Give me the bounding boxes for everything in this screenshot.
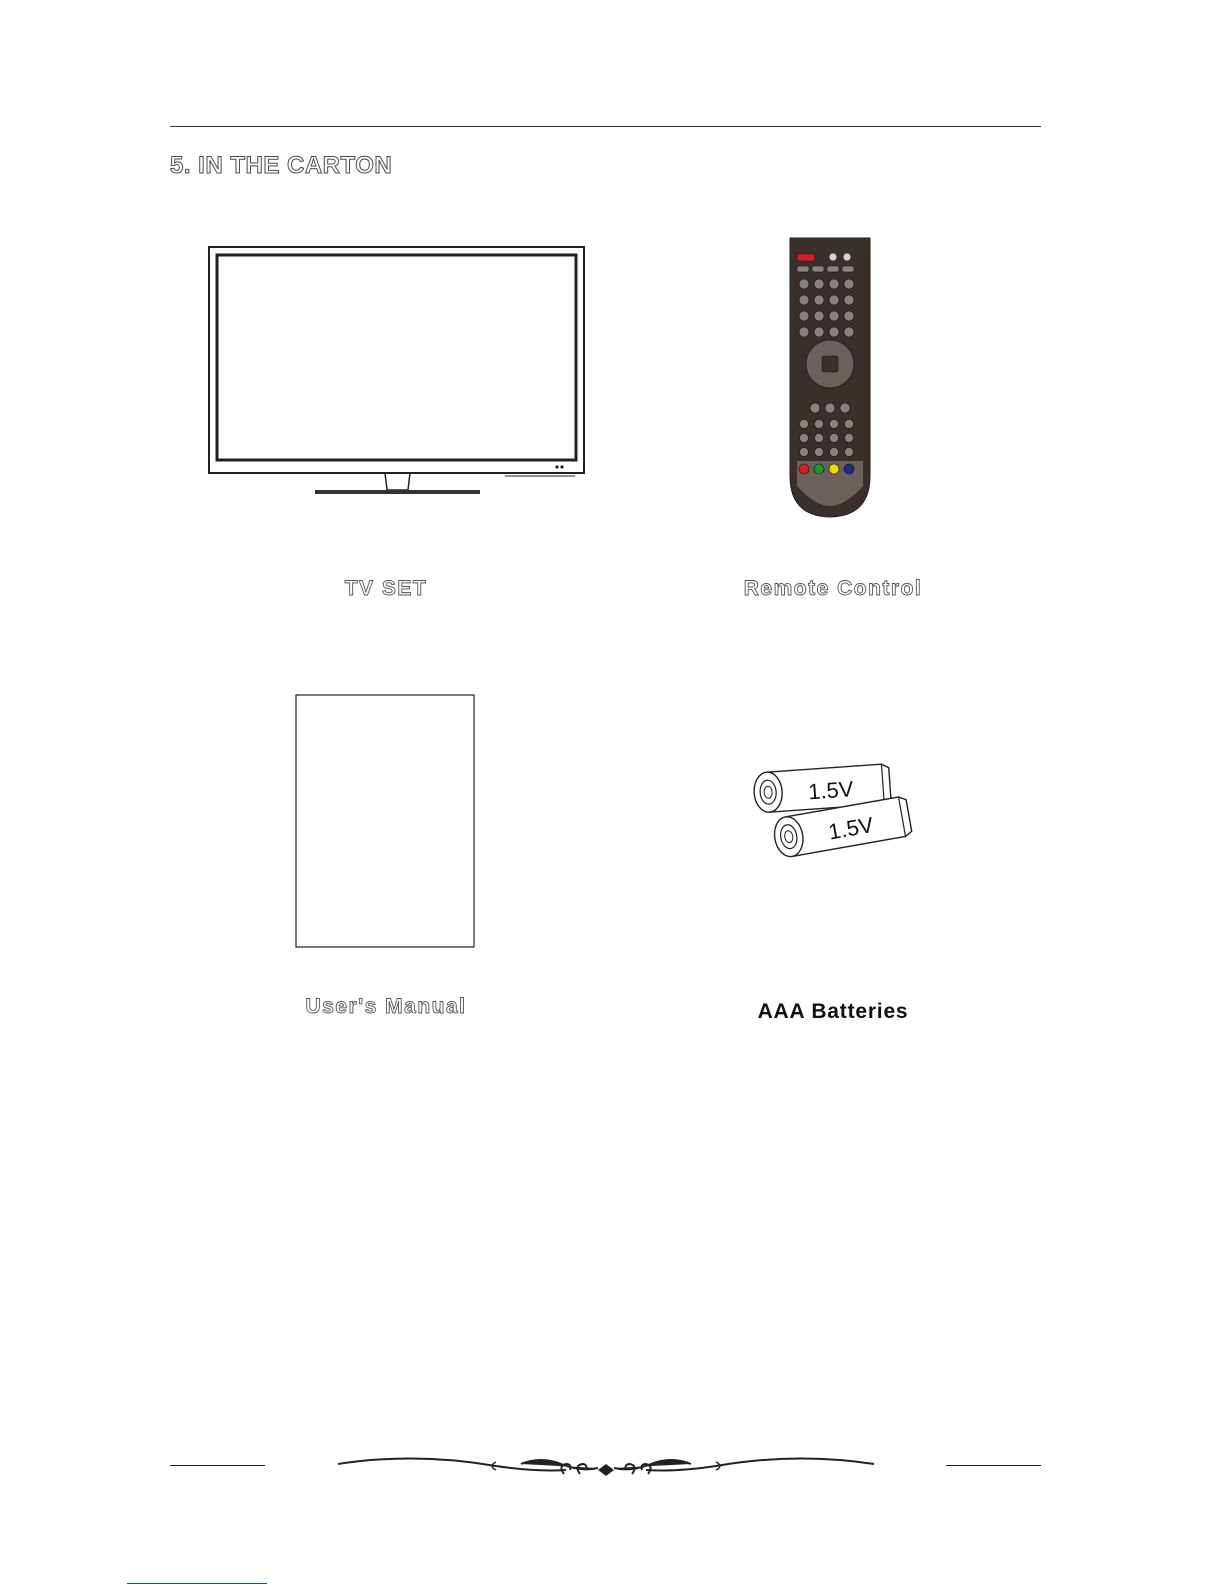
remote-power-button (797, 254, 815, 261)
remote-media-button (800, 420, 809, 429)
tv-set-icon (205, 244, 590, 500)
caption-aaa-batteries: AAA Batteries (757, 1000, 909, 1023)
aaa-batteries-icon (748, 758, 920, 862)
remote-number-button (799, 311, 809, 321)
caption-remote-control: Remote Control (743, 577, 923, 600)
users-manual-icon (295, 694, 476, 949)
footer-ornament (336, 1452, 876, 1486)
remote-number-button (844, 295, 854, 305)
remote-control-icon (785, 236, 875, 520)
remote-top-row-button (827, 266, 839, 272)
remote-function-button (825, 403, 835, 413)
remote-media-button (830, 434, 839, 443)
footer-rule-left (170, 1465, 265, 1466)
section-title: 5. IN THE CARTON (170, 152, 393, 179)
bottom-link-underline (127, 1583, 267, 1584)
remote-media-button (845, 434, 854, 443)
remote-number-button (799, 279, 809, 289)
remote-number-button (799, 295, 809, 305)
remote-number-button (814, 295, 824, 305)
battery-voltage-label-1: 1.5V (807, 776, 855, 805)
remote-color-button (844, 464, 854, 474)
remote-top-row-button (812, 266, 824, 272)
remote-number-button (844, 327, 854, 337)
remote-number-button (829, 295, 839, 305)
remote-function-button (840, 403, 850, 413)
caption-tv-set: TV SET (344, 577, 428, 600)
remote-number-button (844, 279, 854, 289)
remote-media-button (815, 434, 824, 443)
remote-media-button (815, 448, 824, 457)
remote-mute-button (829, 253, 837, 261)
remote-media-button (830, 420, 839, 429)
remote-color-button (799, 464, 809, 474)
remote-sleep-button (843, 253, 851, 261)
remote-number-button (829, 327, 839, 337)
remote-color-button (829, 464, 839, 474)
remote-media-button (830, 448, 839, 457)
remote-function-button (810, 403, 820, 413)
remote-media-button (845, 448, 854, 457)
remote-number-button (814, 311, 824, 321)
remote-media-button (815, 420, 824, 429)
remote-color-button (814, 464, 824, 474)
remote-number-button (799, 327, 809, 337)
remote-number-button (829, 311, 839, 321)
remote-media-button (800, 434, 809, 443)
caption-users-manual: User's Manual (305, 995, 467, 1018)
footer-rule-right (946, 1465, 1041, 1466)
remote-number-button (814, 327, 824, 337)
battery-voltage-label-2: 1.5V (826, 812, 876, 845)
remote-number-button (814, 279, 824, 289)
remote-top-row-button (842, 266, 854, 272)
remote-media-button (800, 448, 809, 457)
remote-ok-button (822, 356, 838, 372)
remote-media-button (845, 420, 854, 429)
remote-number-button (844, 311, 854, 321)
remote-number-button (829, 279, 839, 289)
remote-top-row-button (797, 266, 809, 272)
header-rule (170, 126, 1041, 127)
